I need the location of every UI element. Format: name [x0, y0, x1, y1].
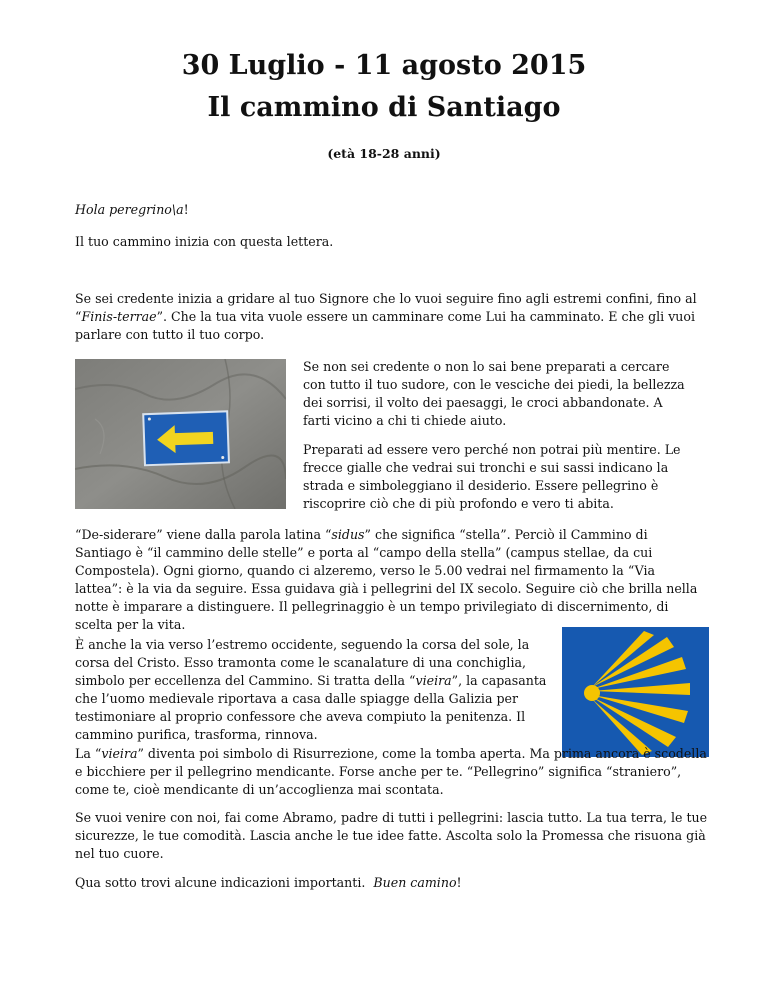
title-dates: 30 Luglio - 11 agosto 2015 — [181, 50, 587, 81]
paragraph-abramo: Se vuoi venire con noi, fai come Abramo, padre di tutti i pellegrini: lascia tutto. La tua terra, le tue sicurezze, le tue comodità. Lascia anche le tue idee fatte. Ascolta solo la Promessa che risuona già nel tuo cuore. — [75, 810, 708, 861]
age-note: (età 18-28 anni) — [327, 146, 441, 161]
closing-line: Qua sotto trovi alcune indicazioni importanti. Buen camino! — [75, 875, 462, 890]
arrow-photo — [75, 359, 286, 509]
paragraph-vieira: La “vieira” diventa poi simbolo di Risurrezione, come la tomba aperta. Ma prima ancora è scodella e bicchiere per il pellegrino mendicante. Forse anche per te. “Pellegrino” significa “straniero”, come te, cioè mendicante di un’accoglienza mai scontata. — [75, 746, 707, 797]
shell-photo — [562, 627, 709, 757]
paragraph-nonbeliever: Se non sei credente o non lo sai bene preparati a cercare con tutto il tuo sudore, con le vesciche dei piedi, la bellezza dei sorrisi, il volto dei paesaggi, le croci abbandonate. A farti vicino a chi ti chiede aiuto. — [303, 359, 685, 428]
paragraph-arrows: Preparati ad essere vero perché non potrai più mentire. Le frecce gialle che vedrai sui tronchi e sui sassi indicano la strada e simboleggiano il desiderio. Essere pellegrino è riscoprire ciò che di più profondo e vero ti abita. — [303, 442, 681, 511]
scallop-shell-icon — [562, 627, 709, 757]
paragraph-desiderare: “De-siderare” viene dalla parola latina “sidus” che significa “stella”. Perciò il Cammino di Santiago è “il cammino delle stelle” e porta al “campo della stella” (campus stellae, da cui Compostela). Ogni giorno, quando ci alzeremo, verso le 5.00 vedrai nel firmamento la “Via lattea”: è la via da seguire. Essa guidava già i pellegrini del IX secolo. Seguire ciò che brilla nella notte è imparare a distinguere. Il pellegrinaggio è un tempo privilegiato di discernimento, di scelta per la vita. — [75, 527, 698, 632]
paragraph-believer: Se sei credente inizia a gridare al tuo Signore che lo vuoi seguire fino agli estremi confini, fino al “Finis-terrae”. Che la tua vita vuole essere un camminare come Lui ha camminato. E che gli vuoi parlare con tutto il tuo corpo. — [75, 291, 697, 342]
yellow-arrow-icon — [75, 359, 286, 509]
greeting-text: Hola peregrino\a — [75, 202, 184, 217]
paragraph-west: È anche la via verso l’estremo occidente, seguendo la corsa del sole, la corsa del Cristo. Esso tramonta come le scanalature di una conchiglia, simbolo per eccellenza del Cammino. Si tratta della “vieira”, la capasanta che l’uomo medievale riportava a casa dalle spiagge della Galizia per testimoniare al proprio confessore che aveva compiuto la penitenza. Il cammino purifica, trasforma, rinnova. — [75, 637, 547, 742]
intro-line: Il tuo cammino inizia con questa lettera. — [75, 234, 334, 249]
greeting: Hola peregrino\a! — [75, 202, 189, 217]
title-main: Il cammino di Santiago — [207, 92, 561, 123]
